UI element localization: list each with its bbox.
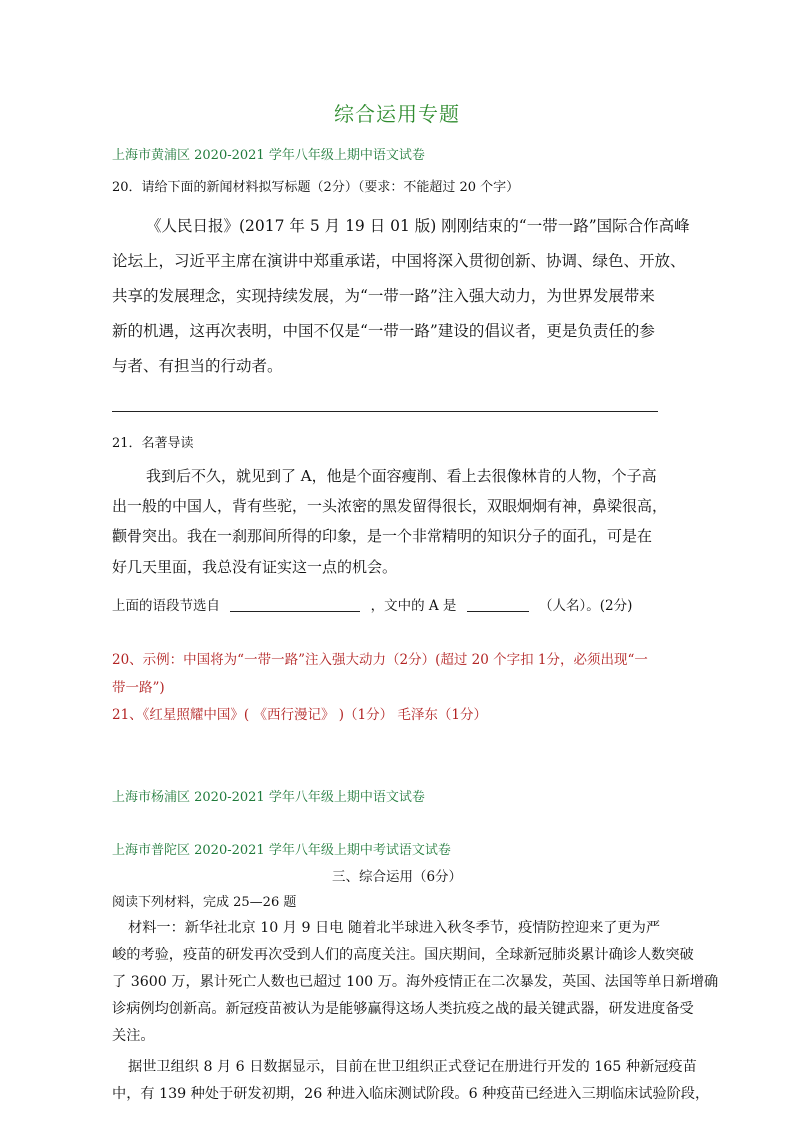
answer-20-line-2: 带一路”) — [112, 680, 165, 696]
answer-21: 21、《红星照耀中国》( 《西行漫记》 )（1分） 毛泽东（1分） — [112, 707, 488, 723]
q21-line-3: 颧骨突出。我在一刹那间所得的印象，是一个非常精明的知识分子的面孔，可是在 — [112, 527, 653, 545]
exam-source-yangpu: 上海市杨浦区 2020-2021 学年八年级上期中语文试卷 — [112, 790, 425, 805]
q20-line-1: 《人民日报》(2017 年 5 月 19 日 01 版) 刚刚结束的“一带一路”国际合作高峰 — [146, 217, 690, 235]
material1-line-5: 关注。 — [112, 1028, 155, 1044]
q21-line-2: 出一般的中国人，背有些驼，一头浓密的黑发留得很长，双眼炯炯有神，鼻梁很高， — [112, 497, 668, 515]
question-20: 20．请给下面的新闻材料拟写标题（2分）（要求：不能超过 20 个字） — [112, 180, 520, 195]
instruction: 阅读下列材料，完成 25—26 题 — [112, 895, 297, 910]
answer-line-divider — [112, 411, 658, 412]
q21-prompt-part3: （人名）。(2分) — [539, 598, 633, 614]
material2-line-2: 中，有 139 种处于研发初期，26 种进入临床测试阶段。6 种疫苗已经进入三期临床试验阶段， — [112, 1086, 710, 1102]
q21-blank-name[interactable] — [467, 597, 529, 612]
material2-line-1: 据世卫组织 8 月 6 日数据显示，目前在世卫组织正式登记在册进行开发的 165 种新冠疫苗 — [128, 1059, 697, 1075]
q20-line-5: 与者、有担当的行动者。 — [112, 357, 283, 375]
q21-prompt — [112, 594, 632, 614]
material1-line-3: 了 3600 万，累计死亡人数也已超过 100 万。海外疫情正在二次暴发，英国、法国等单日新增确 — [112, 974, 719, 990]
section-heading: 三、综合运用（6分） — [331, 869, 463, 885]
page-title: 综合运用专题 — [334, 102, 460, 126]
q21-line-4: 好几天里面，我总没有证实这一点的机会。 — [112, 558, 398, 576]
q21-prompt-part2: ，文中的 A 是 — [370, 598, 457, 614]
q21-prompt-part1: 上面的语段节选自 — [112, 598, 220, 614]
q21-blank-book[interactable] — [230, 597, 360, 612]
material1-line-1: 材料一：新华社北京 10 月 9 日电 随着北半球进入秋冬季节，疫情防控迎来了更为严 — [128, 920, 661, 936]
q20-line-3: 共享的发展理念，实现持续发展，为“一带一路”注入强大动力，为世界发展带来 — [112, 287, 655, 305]
exam-source-putuo: 上海市普陀区 2020-2021 学年八年级上期中考试语文试卷 — [112, 843, 451, 858]
q21-line-1: 我到后不久，就见到了 A，他是个面容瘦削、看上去很像林肯的人物，个子高 — [146, 467, 657, 485]
material1-line-4: 诊病例均创新高。新冠疫苗被认为是能够赢得这场人类抗疫之战的最关键武器，研发进度备受 — [112, 1001, 694, 1017]
q20-line-2: 论坛上，习近平主席在演讲中郑重承诺，中国将深入贯彻创新、协调、绿色、开放、 — [112, 252, 686, 270]
question-21: 21．名著导读 — [112, 436, 194, 451]
q20-line-4: 新的机遇，这再次表明，中国不仅是“一带一路”建设的倡议者，更是负责任的参 — [112, 322, 655, 340]
material1-line-2: 峻的考验，疫苗的研发再次受到人们的高度关注。国庆期间，全球新冠肺炎累计确诊人数突破 — [112, 947, 694, 963]
answer-20-line-1: 20、示例：中国将为“一带一路”注入强大动力（2分）(超过 20 个字扣 1分，必须出现“一 — [112, 652, 648, 668]
exam-source-huangpu: 上海市黄浦区 2020-2021 学年八年级上期中语文试卷 — [112, 148, 425, 163]
